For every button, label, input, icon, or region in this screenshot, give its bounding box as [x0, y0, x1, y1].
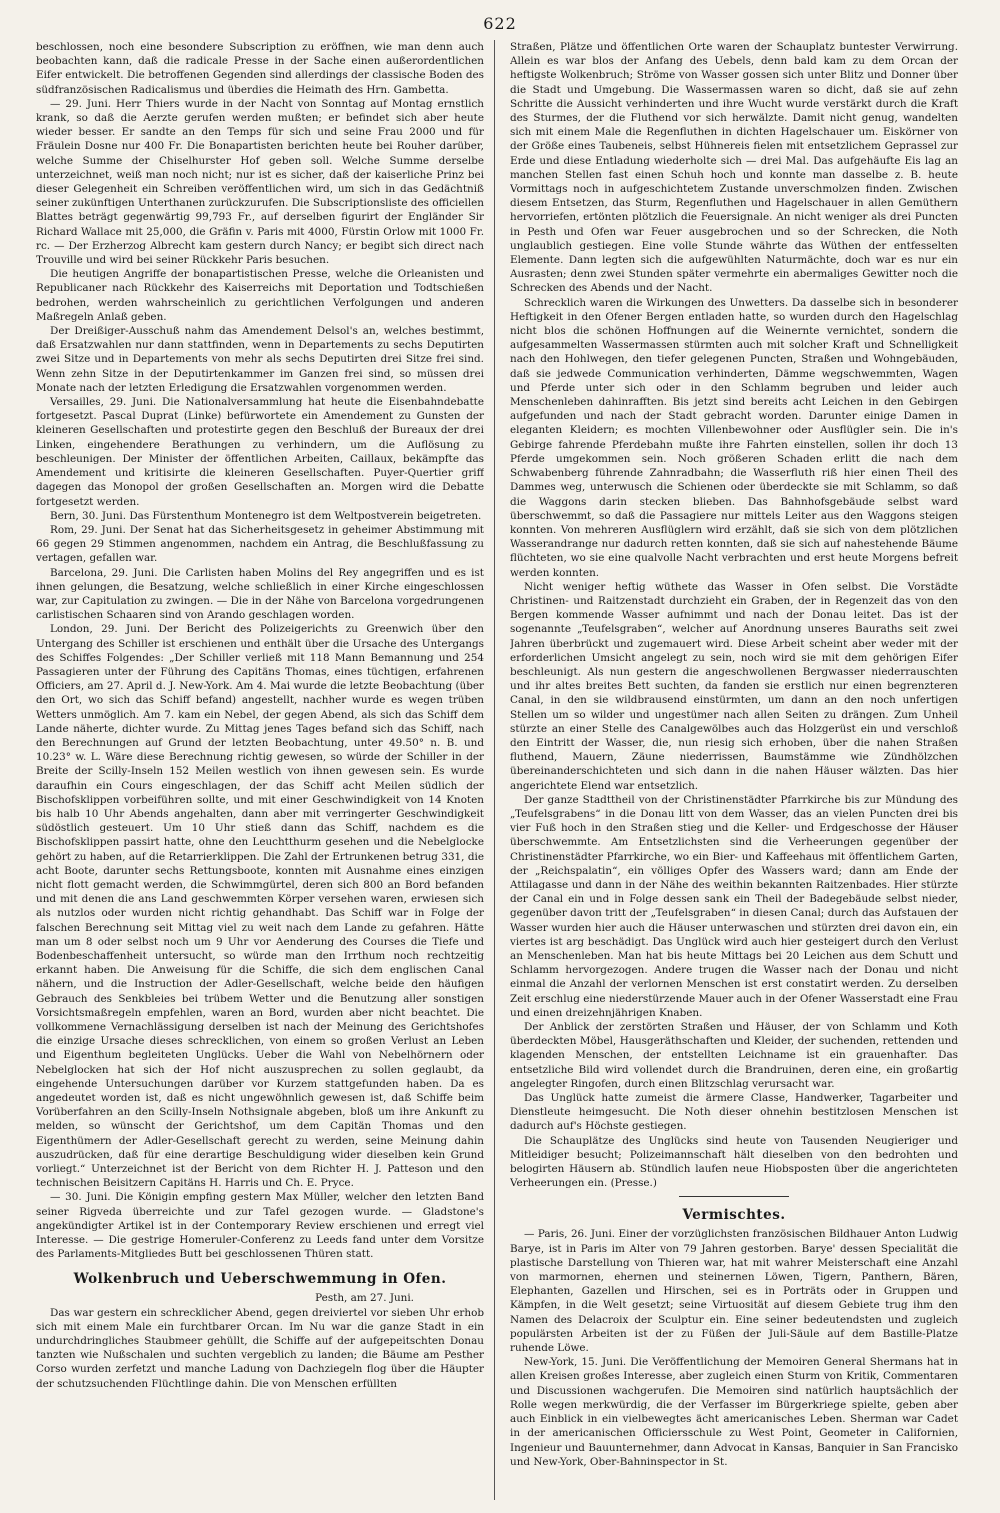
page-number: 622 [483, 14, 517, 33]
article-paragraph: Schrecklich waren die Wirkungen des Unwetters. Da dasselbe sich in besonderer Heftigkeit in den Ofener Bergen entladen hatte, so wurden durch den Hagelschlag nicht blos die schönen Hoffnungen auf die Weinernte vernichtet, sondern die aufgesammelten Wassermassen stürmten auch mit solcher Kraft und Schnelligkeit nach den Hohlwegen, den tiefer gelegenen Puncten, Straßen und Wohngebäuden, daß sie jedwede Communication verhinderten, Dämme wegschwemmten, Wagen und Pferde unter sich oder in den Schlamm begruben und leider auch Menschenleben dahinrafften. Bis jetzt sind bereits acht Leichen in den Gebirgen aufgefunden und nach der Stadt gebracht worden. Darunter einige Damen in eleganten Kleidern; es mochten Villenbewohner oder Ausflügler sein. Die in's Gebirge fahrende Pferdebahn mußte ihre Fahrten einstellen, sollen ihr doch 13 Pferde umgekommen sein. Noch größeren Schaden erlitt die nach dem Schwabenberg führende Zahnradbahn; die Wasserfluth riß hier einen Theil des Dammes weg, unterwusch die Schienen oder überdeckte sie mit Schlamm, so daß die Waggons darin stecken blieben. Das Bahnhofsgebäude selbst ward überschwemmt, so daß die Passagiere nur mittels Leiter aus den Waggons steigen konnten. Von mehreren Ausflüglern wird erzählt, daß sie sich von dem plötzlichen Wasserandrange nur dadurch retten konnten, daß sie sich auf nahestehende Bäume flüchteten, wo sie eine qualvolle Nacht verbrachten und erst heute Morgens befreit werden konnten. [510, 296, 958, 579]
article-paragraph: Der Dreißiger-Ausschuß nahm das Amendement Delsol's an, welches bestimmt, daß Ersatzwahlen nur dann stattfinden, wenn in Departements zu sechs Deputirten zwei Sitze und in Departements von mehr als sechs Deputirten drei Sitze frei sind. Wenn zehn Sitze in der Deputirtenkammer im Ganzen frei sind, so müssen drei Monate nach der letzten Erledigung die Ersatzwahlen vorgenommen werden. [36, 325, 484, 394]
article-paragraph: — 29. Juni. Herr Thiers wurde in der Nacht von Sonntag auf Montag ernstlich krank, so daß die Aerzte gerufen werden mußten; er befindet sich aber heute wieder besser. Er sandte an den Temps für sich und seine Frau 2000 und für Fräulein Dosne nur 400 Fr. Die Bonapartisten berichten heute bei Rouher darüber, welche Summe der Chiselhurster Hof geben soll. Welche Summe derselbe unterzeichnet, weiß man noch nicht; nur ist es sicher, daß der kaiserliche Prinz bei dieser Gelegenheit ein Schreiben veröffentlichen wird, um sich in das Gedächtniß seiner zukünftigen Unterthanen zurückzurufen. Die Subscriptionsliste des officiellen Blattes beträgt gegenwärtig 99,793 Fr., auf derselben figurirt der Engländer Sir Richard Wallace mit 25,000, die Gräfin v. Paris mit 4000, Fürstin Orlow mit 1000 Fr. rc. — Der Erzherzog Albrecht kam gestern durch Nancy; er begibt sich direct nach Trouville und wird bei seiner Rückkehr Paris besuchen. [36, 97, 484, 267]
article-paragraph: beschlossen, noch eine besondere Subscription zu eröffnen, wie man denn auch beobachten kann, daß die radicale Presse in der Sache einen außerordentlichen Eifer entwickelt. Die betroffenen Gegenden sind allerdings der classische Boden des südfranzösischen Radicalismus und überdies die Heimath des Hrn. Gambetta. [36, 41, 484, 96]
article-paragraph: Rom, 29. Juni. Der Senat hat das Sicherheitsgesetz in geheimer Abstimmung mit 66 gegen 29 Stimmen angenommen, nachdem ein Antrag, die Beschlußfassung zu vertagen, gefallen war. [36, 523, 484, 565]
section-rule [679, 1196, 789, 1197]
article-paragraph: Versailles, 29. Juni. Die Nationalversammlung hat heute die Eisenbahndebatte fortgesetzt. Pascal Duprat (Linke) befürwortete ein Amendement zu Gunsten der kleineren Gesellschaften und protestirte gegen den Beschluß der Bureaux der drei Linken, eingehendere Berathungen zu verhindern, um die Auflösung zu beschleunigen. Der Minister der öffentlichen Arbeiten, Caillaux, bekämpfte das Amendement und kritisirte die kleineren Gesellschaften. Puyer-Quertier griff dagegen das Monopol der großen Gesellschaften an. Morgen wird die Debatte fortgesetzt werden. [36, 396, 484, 508]
section-heading-miscellaneous: Vermischtes. [682, 1207, 786, 1224]
left-column [36, 40, 484, 1502]
article-paragraph: Straßen, Plätze und öffentlichen Orte waren der Schauplatz buntester Verwirrung. Allein es war blos der Anfang des Uebels, denn bald kam zu dem Orcan der heftigste Wolkenbruch; Ströme von Wasser gossen sich unter Blitz und Donner über die Stadt und Umgebung. Die Wassermassen waren so dicht, daß sie auf zehn Schritte die Aussicht verhinderten und ihre Wucht wurde verstärkt durch die Kraft des Sturmes, der die Fluthend vor sich herwälzte. Damit nicht genug, wandelten sich mit einem Male die Regenfluthen in dichten Hagelschauer um. Eiskörner von der Größe eines Taubeneis, selbst Hühnereis fielen mit entsetzlichem Geprassel zur Erde und diese Entladung wiederholte sich — drei Mal. Das aufgehäufte Eis lag an manchen Stellen fast einen Schuh hoch und konnte man dasselbe z. B. heute Vormittags noch in aufgeschichtetem Zustande unverschmolzen finden. Zwischen diesem Entsetzen, das Sturm, Regenfluthen und Hagelschauer in allen Gemüthern hervorriefen, ertönten plötzlich die Feuersignale. An nicht weniger als drei Puncten in Pesth und Ofen war Feuer ausgebrochen und so der Schrecken, die Noth unglaublich gestiegen. Eine volle Stunde währte das Wüthen der entfesselten Elemente. Dann legten sich die aufgewühlten Naturmächte, doch war es nur ein Ausrasten; denn zwei Stunden später vermehrte ein abermaliges Gewitter noch die Schrecken des Abends und der Nacht. [510, 41, 958, 295]
article-paragraph: Barcelona, 29. Juni. Die Carlisten haben Molins del Rey angegriffen und es ist ihnen gelungen, die Besatzung, welche schließlich in einer Kirche eingeschlossen war, zur Capitulation zu zwingen. — Die in der Nähe von Barcelona vorgedrungenen carlistischen Schaaren sind von Arando geschlagen worden. [36, 566, 484, 622]
article-paragraph: — Paris, 26. Juni. Einer der vorzüglichsten französischen Bildhauer Anton Ludwig Barye, ist in Paris im Alter von 79 Jahren gestorben. Barye' dessen Specialität die plastische Darstellung von Thieren war, hat mit wahrer Meisterschaft eine Anzahl von marmornen, ehernen und steinernen Löwen, Tigern, Panthern, Bären, Elephanten, Gazellen und Hirschen, sei es in Porträts oder in Gruppen und Kämpfen, in die Welt gesetzt; seine Virtuosität auf diesem Gebiete trug ihm den Namen des Delacroix der Sculptur ein. Eine seiner bedeutendsten und zugleich populärsten Arbeiten ist der zu Füßen der Juli-Säule auf dem Bastille-Platze ruhende Löwe. [510, 1228, 958, 1355]
section-heading-flood: Wolkenbruch und Ueberschwemmung in Ofen. [73, 1271, 447, 1288]
article-paragraph: Der ganze Stadttheil von der Christinenstädter Pfarrkirche bis zur Mündung des „Teufelsgrabens“ in die Donau litt von dem Wasser, das an vielen Puncten drei bis vier Fuß hoch in den Straßen stieg und die Keller- und Erdgeschosse der Häuser überschwemmte. Am Entsetzlichsten sind die Verheerungen gegenüber der Christinenstädter Pfarrkirche, wo ein Bier- und Kaffeehaus mit öffentlichem Garten, der „Reichspalatin“, ein völliges Opfer des Wassers ward; dann am Ende der Attilagasse und dann in der Nähe des weithin bekannten Raitzenbades. Hier stürzte der Canal ein und in Folge dessen sank ein Theil der Badegebäude selbst nieder, gegenüber davon tritt der „Teufelsgraben“ in diesen Canal; durch das Aufstauen der Wasser wurden hier auch die Häuser unterwaschen und stürzten drei davon ein, ein viertes ist arg beschädigt. Das Unglück wird auch hier gesteigert durch den Verlust an Menschenleben. Man hat bis heute Mittags bei 20 Leichen aus dem Schutt und Schlamm hervorgezogen. Andere trugen die Wasser nach der Donau und nicht einmal die Anzahl der verlornen Menschen ist erst constatirt werden. Zu derselben Zeit erschlug eine niederstürzende Mauer auch in der Ofener Wasserstadt eine Frau und einen dreizehnjährigen Knaben. [510, 793, 958, 1019]
article-paragraph: Die heutigen Angriffe der bonapartistischen Presse, welche die Orleanisten und Republicaner nach Rückkehr des Kaiserreichs mit Deportation und Todtschießen bedrohen, werden wahrscheinlich zu gerichtlichen Verfolgungen und anderen Maßregeln Anlaß geben. [36, 268, 484, 323]
article-paragraph: Nicht weniger heftig wüthete das Wasser in Ofen selbst. Die Vorstädte Christinen- und Raitzenstadt durchzieht ein Graben, der in Regenzeit das von den Bergen kommende Wasser aufnimmt und nach der Donau leitet. Das ist der sogenannte „Teufelsgraben“, welcher auf Anordnung unseres Bauraths seit zwei Jahren überbrückt und zugemauert wird. Diese Arbeit scheint aber weder mit der erforderlichen Umsicht angelegt zu sein, noch wird sie mit dem gehörigen Eifer beschleunigt. Als nun gestern die angeschwollenen Bergwasser niederrauschten und ihr altes breites Bett suchten, da fanden sie erstlich nur einen begrenzteren Canal, in den sie wildbrausend einstürmten, um dann an den noch unfertigen Stellen um so wilder und ungestümer nach allen Seiten zu drängen. Zum Unheil stürzte an einer Stelle des Canalgewölbes auch das Holzgerüst ein und verschloß den Eintritt der Wasser, die, nun riesig sich erhoben, über die nahen Straßen fluthend, Mauern, Zäune niederrissen, Baumstämme wie Zündhölzchen übereinanderschichteten und sich dann in die nahen Häuser wälzten. Das hier angerichtete Elend war entsetzlich. [510, 580, 958, 792]
section-dateline: Pesth, am 27. Juni. [315, 1292, 414, 1305]
article-paragraph: New-York, 15. Juni. Die Veröffentlichung der Memoiren General Shermans hat in allen Kreisen großes Interesse, aber zugleich einen Sturm von Kritik, Commentaren und Discussionen wachgerufen. Die Memoiren sind natürlich hauptsächlich der Rolle wegen merkwürdig, die der Verfasser im Bürgerkriege spielte, geben aber auch Einblick in ein vielbewegtes ächt americanisches Leben. Sherman war Cadet in der americanischen Officiersschule zu West Point, Geometer in Californien, Ingenieur und Bauunternehmer, dann Advocat in Kansas, Banquier in San Francisko und New-York, Ober-Bahninspector in St. [510, 1356, 958, 1468]
article-paragraph: Das Unglück hatte zumeist die ärmere Classe, Handwerker, Tagarbeiter und Dienstleute heimgesucht. Die Noth dieser ohnehin bestitzlosen Menschen ist dadurch auf's Höchste gestiegen. [510, 1092, 958, 1133]
article-paragraph: London, 29. Juni. Der Bericht des Polizeigerichts zu Greenwich über den Untergang des Schiller ist erschienen und enthält über die Ursache des Untergangs des Schiffes Folgendes: „Der Schiller verließ mit 118 Mann Bemannung und 254 Passagieren unter der Führung des Capitäns Thomas, eines tüchtigen, erfahrenen Officiers, am 27. April d. J. New-York. Am 4. Mai wurde die letzte Beobachtung (über den Ort, wo sich das Schiff befand) angestellt, nachher wurde es wegen trüben Wetters unmöglich. Am 7. kam ein Nebel, der gegen Abend, als sich das Schiff dem Lande näherte, dichter wurde. Zu Mittag jenes Tages befand sich das Schiff, nach den Berechnungen auf Grund der letzten Beobachtung, unter 49.50° n. B. und 10.23° w. L. Wäre diese Berechnung richtig gewesen, so würde der Schiller in der Breite der Scilly-Inseln 152 Meilen westlich von ihnen gewesen sein. Es wurde daraufhin ein Cours eingeschlagen, der das Schiff acht Meilen südlich der Bischofsklippen vorbeiführen sollte, und mit einer Geschwindigkeit von 14 Knoten bis halb 10 Uhr Abends angehalten, dann aber mit verringerter Geschwindigkeit südöstlich gesteuert. Um 10 Uhr stieß dann das Schiff, nachdem es die Bischofsklippen passirt hatte, ohne den Leuchtthurm gesehen und die Nebelglocke gehört zu haben, auf die Retarrierklippen. Die Zahl der Ertrunkenen betrug 331, die acht Boote, darunter sechs Rettungsboote, konnten mit Ausnahme eines einzigen nicht flott gemacht werden, die Schwimmgürtel, deren sich 800 an Bord befanden und mit denen die ans Land geschwemmten Körper versehen waren, erwiesen sich als nutzlos oder wurden nicht richtig gehandhabt. Das Schiff war in Folge der falschen Berechnung seit Mittag viel zu weit nach dem Lande zu gefahren. Hätte man um 8 oder selbst noch um 9 Uhr vor Aenderung des Courses die Tiefe und Bodenbeschaffenheit untersucht, so würde man den Irrthum noch rechtzeitig erkannt haben. Die Anweisung für die Schiffe, die sich dem englischen Canal nähern, und die Instruction der Adler-Gesellschaft, welche beide den häufigen Gebrauch des Senkbleies bei trübem Wetter und die Benutzung aller sonstigen Vorsichtsmaßregeln empfehlen, waren an Bord, wurden aber nicht beachtet. Die vollkommene Vernachlässigung derselben ist nach der Meinung des Gerichtshofes die einzige Ursache dieses schrecklichen, von einem so großen Verlust an Leben und Eigenthum begleiteten Unglücks. Ueber die Wahl von Nebelhörnern oder Nebelglocken hat sich der Hof nicht auszusprechen zu sollen geglaubt, da eingehende Untersuchungen darüber vor Kurzem stattgefunden haben. Da es angedeutet worden ist, daß es nicht ungewöhnlich gewesen ist, daß Schiffe beim Vorüberfahren an den Scilly-Inseln Nothsignale abgeben, bloß um ihre Ankunft zu melden, so wünscht der Gerichtshof, um dem Capitän Thomas und den Eigenthümern der Adler-Gesellschaft gerecht zu werden, seine Meinung dahin auszudrücken, daß für eine derartige Beschuldigung wider dieselben kein Grund vorliegt.“ Unterzeichnet ist der Bericht von dem Richter H. J. Patteson und den technischen Beisitzern Capitäns H. Harris und Ch. E. Pryce. [36, 623, 484, 1190]
article-paragraph: Der Anblick der zerstörten Straßen und Häuser, der von Schlamm und Koth überdeckten Möbel, Hausgeräthschaften und Kleider, der suchenden, rettenden und klagenden Menschen, der entstellten Leichname ist ein grauenhafter. Das entsetzliche Bild wird vollendet durch die Brandruinen, deren eine, ein großartig angelegter Ringofen, durch einen Blitzschlag verursacht war. [510, 1021, 958, 1090]
article-paragraph: Das war gestern ein schrecklicher Abend, gegen dreiviertel vor sieben Uhr erhob sich mit einem Male ein furchtbarer Orcan. Im Nu war die ganze Stadt in ein undurchdringliches Staubmeer gehüllt, die Schiffe auf der aufgepeitschten Donau tanzten wie Nußschalen und suchten vergeblich zu landen; die Bäume am Pesther Corso wurden zerfetzt und manche Ladung von Dachziegeln flog über die Häupter der schutzsuchenden Flüchtlinge dahin. Die von Menschen erfüllten [36, 1306, 484, 1390]
article-paragraph: — 30. Juni. Die Königin empfing gestern Max Müller, welcher den letzten Band seiner Rigveda überreichte und zur Tafel gezogen wurde. — Gladstone's angekündigter Artikel ist in der Contemporary Review erschienen und erregt viel Interesse. — Die gestrige Homeruler-Conferenz zu Leeds fand unter dem Vorsitze des Parlaments-Mitgliedes Butt bei geschlossenen Thüren statt. [36, 1191, 484, 1261]
article-paragraph: Die Schauplätze des Unglücks sind heute von Tausenden Neugieriger und Mitleidiger besucht; Polizeimannschaft hält dieselben von den bedrohten und belogirten Häusern ab. Stündlich laufen neue Hiobsposten über die angerichteten Verheerungen ein. (Presse.) [510, 1134, 958, 1190]
right-column [510, 40, 958, 1502]
article-paragraph: Bern, 30. Juni. Das Fürstenthum Montenegro ist dem Weltpostverein beigetreten. [50, 509, 482, 522]
column-divider [494, 40, 495, 1500]
